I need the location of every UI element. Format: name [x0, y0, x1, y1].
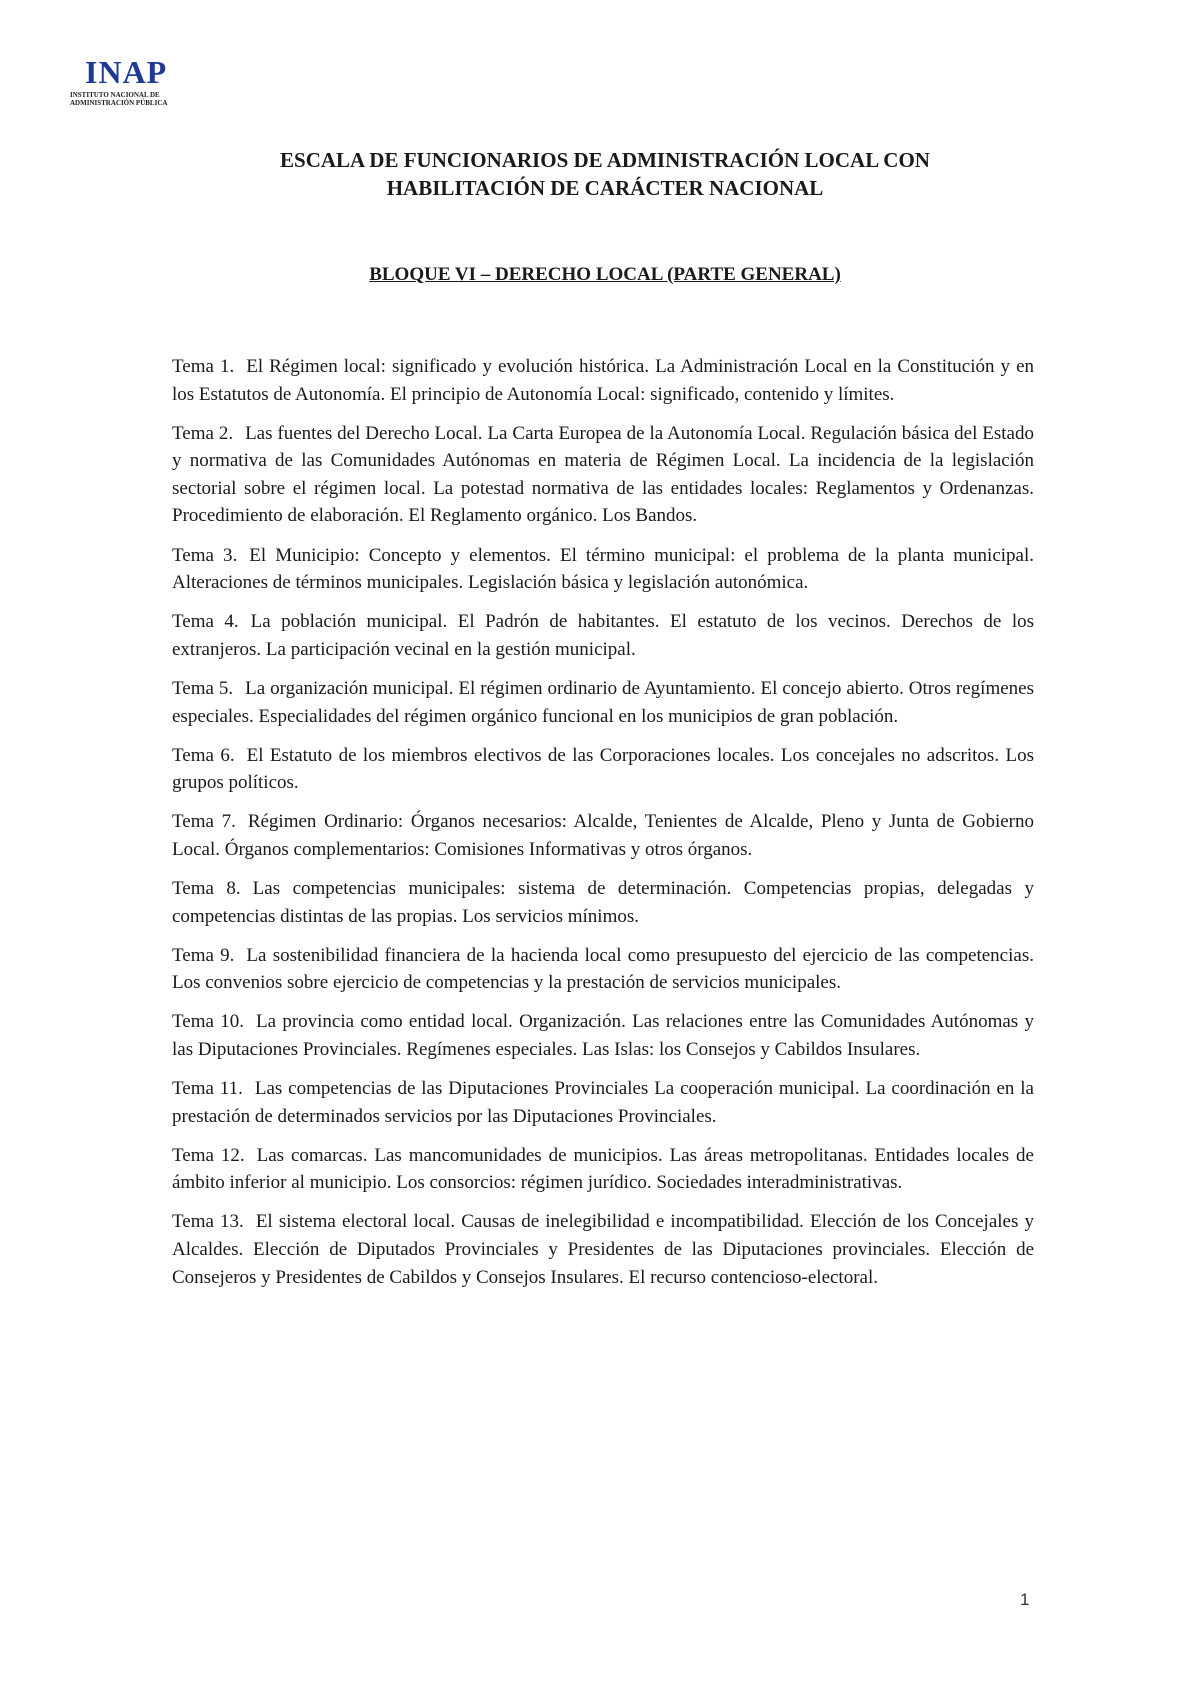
topic-item — [172, 808, 1034, 863]
topic-item — [172, 875, 1034, 930]
topic-label: Tema 4. — [172, 611, 239, 633]
topic-item — [172, 353, 1034, 408]
document-title — [160, 146, 1050, 202]
topic-label: Tema 2. — [172, 422, 234, 444]
topic-item — [172, 742, 1034, 797]
inap-logo — [70, 56, 182, 107]
logo-subtitle-line2: ADMINISTRACIÓN PÚBLICA — [70, 99, 168, 107]
topic-label: Tema 5. — [172, 677, 234, 699]
topic-label: Tema 8. — [172, 878, 241, 899]
topic-text: La organización municipal. El régimen ordinario de Ayuntamiento. El concejo abierto. Otros regímenes especiales. Especialidades del régimen orgánico funcional en los municipios de gran población. — [172, 677, 1034, 727]
topic-text: Las competencias municipales: sistema de determinación. Competencias propias, delegadas y competencias distintas de las propias. Los servicios mínimos. — [172, 878, 1034, 927]
topic-label: Tema 1. — [172, 356, 235, 377]
topic-item — [172, 1008, 1034, 1063]
topic-label: Tema 12. — [172, 1144, 245, 1166]
topic-label: Tema 10. — [172, 1011, 244, 1033]
logo-subtitle-line1: INSTITUTO NACIONAL DE — [70, 91, 160, 99]
topic-label: Tema 9. — [172, 944, 235, 966]
topic-text: La sostenibilidad financiera de la hacienda local como presupuesto del ejercicio de las competencias. Los convenios sobre ejercicio de competencias y la prestación de servicios municipales. — [172, 944, 1034, 994]
topic-text: El Municipio: Concepto y elementos. El término municipal: el problema de la planta municipal. Alteraciones de términos municipales. Legislación básica y legislación autonómica. — [172, 544, 1034, 594]
topic-item — [172, 1142, 1034, 1197]
topic-text: Régimen Ordinario: Órganos necesarios: Alcalde, Tenientes de Alcalde, Pleno y Junta de Gobierno Local. Órganos complementarios: Comisiones Informativas y otros órganos. — [172, 811, 1034, 860]
logo-acronym: INAP — [85, 54, 168, 90]
topic-text: Las fuentes del Derecho Local. La Carta Europea de la Autonomía Local. Regulación básica del Estado y normativa de las Comunidades Autónomas en materia de Régimen Local. La incidencia de la legislación sectorial sobre el régimen local. La potestad normativa de las entidades locales: Reglamentos y Ordenanzas. Procedimiento de elaboración. El Reglamento orgánico. Los Bandos. — [172, 422, 1034, 527]
topic-text: La población municipal. El Padrón de habitantes. El estatuto de los vecinos. Derechos de los extranjeros. La participación vecinal en la gestión municipal. — [172, 611, 1034, 660]
topic-text: El Régimen local: significado y evolución histórica. La Administración Local en la Constitución y en los Estatutos de Autonomía. El principio de Autonomía Local: significado, contenido y límites. — [172, 356, 1034, 405]
page-number: 1 — [1020, 1590, 1030, 1609]
topic-label: Tema 13. — [172, 1211, 244, 1233]
block-title: BLOQUE VI – DERECHO LOCAL (PARTE GENERAL) — [369, 264, 841, 285]
topic-item — [172, 675, 1034, 730]
topic-list — [172, 353, 1034, 1303]
topic-label: Tema 6. — [172, 744, 235, 766]
topic-label: Tema 3. — [172, 544, 238, 566]
document-title-line1: ESCALA DE FUNCIONARIOS DE ADMINISTRACIÓN LOCAL CON — [280, 148, 930, 172]
topic-item — [172, 608, 1034, 663]
topic-item — [172, 942, 1034, 997]
topic-text: La provincia como entidad local. Organización. Las relaciones entre las Comunidades Autónomas y las Diputaciones Provinciales. Regímenes especiales. Las Islas: los Consejos y Cabildos Insulares. — [172, 1011, 1034, 1060]
topic-text: Las competencias de las Diputaciones Provinciales La cooperación municipal. La coordinación en la prestación de determinados servicios por las Diputaciones Provinciales. — [172, 1078, 1034, 1127]
topic-item — [172, 542, 1034, 597]
document-title-line2: HABILITACIÓN DE CARÁCTER NACIONAL — [386, 176, 824, 200]
topic-label: Tema 11. — [172, 1078, 243, 1100]
topic-label: Tema 7. — [172, 811, 236, 833]
topic-text: El Estatuto de los miembros electivos de las Corporaciones locales. Los concejales no adscritos. Los grupos políticos. — [172, 744, 1034, 794]
topic-text: Las comarcas. Las mancomunidades de municipios. Las áreas metropolitanas. Entidades locales de ámbito inferior al municipio. Los consorcios: régimen jurídico. Sociedades interadministrativas. — [172, 1144, 1034, 1194]
topic-text: El sistema electoral local. Causas de inelegibilidad e incompatibilidad. Elección de los Concejales y Alcaldes. Elección de Diputados Provinciales y Presidentes de las Diputaciones provinciales. Elección de Consejeros y Presidentes de Cabildos y Consejos Insulares. El recurso contencioso-electoral. — [172, 1211, 1034, 1288]
topic-item — [172, 420, 1034, 530]
topic-item — [172, 1075, 1034, 1130]
topic-item — [172, 1208, 1034, 1291]
